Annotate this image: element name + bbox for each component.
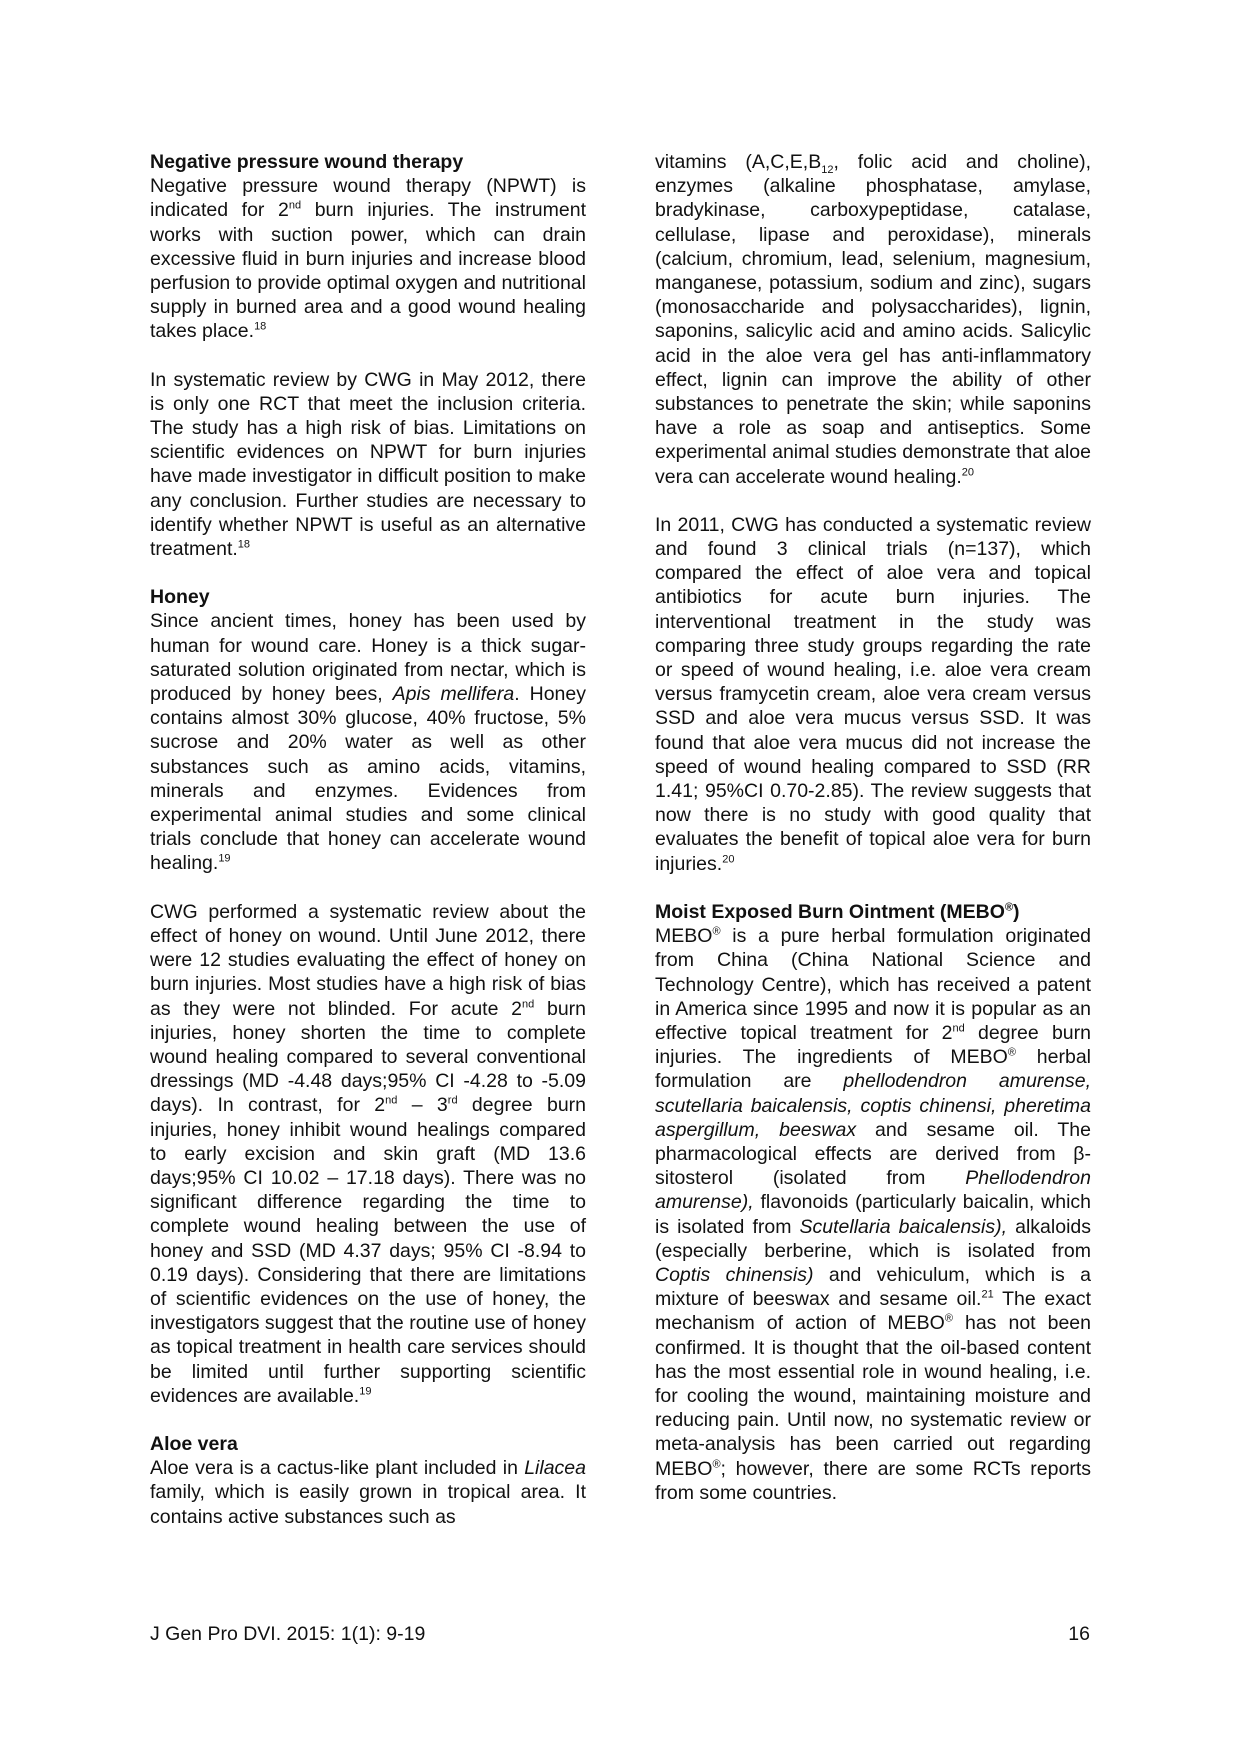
npwt-heading: Negative pressure wound therapy (150, 151, 464, 173)
npwt-paragraph-2: In systematic review by CWG in May 2012, there is only one RCT that meet the inclusion criteria. The study has a high risk of bias. Limitations on scientific evidences on NPWT for burn injuries have made investigator in difficult position to make any conclusion. Further studies are necessary to identify whether NPWT is useful as an alternative treatment.$^{18}$ (150, 368, 586, 561)
mebo-heading: Moist Exposed Burn Ointment (MEBO®) (655, 900, 1020, 923)
honey-paragraph-2: CWG performed a systematic review about the effect of honey on wound. Until June 2012, there were 12 studies evaluating the effect of honey on burn injuries. Most studies have a high risk of bias as they were not blinded. For acute 2nd burn injuries, honey shorten the time to complete wound healing compared to several conventional dressings (MD -4.48 days;95% CI -4.28 to -5.09 days). In contrast, for 2nd – 3rd degree burn injuries, honey inhibit wound healings compared to early excision and skin graft (MD 13.6 days;95% CI 10.02 – 17.18 days). There was no significant difference regarding the time to complete wound healing between the use of honey and SSD (MD 4.37 days; 95% CI -8.94 to 0.19 days). Considering that there are limitations of scientific evidences on the use of honey, the investigators suggest that the routine use of honey as topical treatment in health care services should be limited until further supporting scientific evidences are available.$^{19}$ (150, 900, 587, 1407)
journal-citation: J Gen Pro DVI. 2015: 1(1): 9-19 (150, 1623, 426, 1645)
honey-heading: Honey (150, 586, 210, 609)
mebo-paragraph-1: MEBO® is a pure herbal formulation originated from China (China National Science and Technology Centre), which has received a patent in America since 1995 and now it is popular as an effective topical treatment for 2nd degree burn injuries. The ingredients of MEBO® herbal formulation are phellodendron amurense, scutellaria baicalensis, coptis chinensi, pheretima aspergillum, beeswax and sesame oil. The pharmacological effects are derived from β-sitosterol (isolated from Phellodendron amurense), flavonoids (particularly baicalin, which is isolated from Scutellaria baicalensis), alkaloids (especially berberine, which is isolated from Coptis chinensis) and vehiculum, which is a mixture of beeswax and sesame oil.$^{21}$ The exact mechanism of action of MEBO® has not been confirmed. It is thought that the oil-based content has the most essential role in wound healing, i.e. for cooling the wound, maintaining moisture and reducing pain. Until now, no systematic review or meta-analysis has been carried out regarding MEBO®; however, there are some RCTs reports from some countries. (655, 925, 1092, 1504)
left-column (150, 150, 586, 1553)
aloe-vera-heading: Aloe vera (150, 1432, 238, 1455)
right-column (655, 150, 1091, 1529)
page-number: 16 (1068, 1623, 1090, 1645)
honey-paragraph-1: Since ancient times, honey has been used by human for wound care. Honey is a thick sugar-saturated solution originated from nectar, which is produced by honey bees, Apis mellifera. Honey contains almost 30% glucose, 40% fructose, 5% sucrose and 20% water as well as other substances such as amino acids, vitamins, minerals and enzymes. Evidences from experimental animal studies and some clinical trials conclude that honey can accelerate wound healing.$^{19}$ (150, 610, 586, 875)
aloe-vera-paragraph-2: In 2011, CWG has conducted a systematic review and found 3 clinical trials (n=137), which compared the effect of aloe vera and topical antibiotics for acute burn injuries. The interventional treatment in the study was comparing three study groups regarding the rate or speed of wound healing, i.e. aloe vera cream versus framycetin cream, aloe vera cream versus SSD and aloe vera mucus versus SSD. It was found that aloe vera mucus did not increase the speed of wound healing compared to SSD (RR 1.41; 95%CI 0.70-2.85). The review suggests that now there is no study with good quality that evaluates the benefit of topical aloe vera for burn injuries.$^{20}$ (655, 513, 1091, 875)
aloe-vera-paragraph-1-continued: vitamins ($A,C,E,B_{12}$, folic acid and choline), enzymes (alkaline phosphatase, amylase, bradykinase, carboxypeptidase, catalase, cellulase, lipase and peroxidase), minerals (calcium, chromium, lead, selenium, magnesium, manganese, potassium, sodium and zinc), sugars (monosaccharide and polysaccharides), lignin, saponins, salicylic acid and amino acids. Salicylic acid in the aloe vera gel has anti-inflammatory effect, lignin can improve the ability of other substances to penetrate the skin; while saponins have a role as soap and antiseptics. Some experimental animal studies demonstrate that aloe vera can accelerate wound healing.$^{20}$ (655, 151, 1091, 488)
aloe-vera-paragraph-1: Aloe vera is a cactus-like plant included in Lilacea family, which is easily grown in tropical area. It contains active substances such as (150, 1457, 586, 1528)
npwt-paragraph-1: Negative pressure wound therapy (NPWT) is indicated for 2nd burn injuries. The instrument works with suction power, which can drain excessive fluid in burn injuries and increase blood perfusion to provide optimal oxygen and nutritional supply in burned area and a good wound healing takes place.$^{18}$ (150, 175, 586, 343)
